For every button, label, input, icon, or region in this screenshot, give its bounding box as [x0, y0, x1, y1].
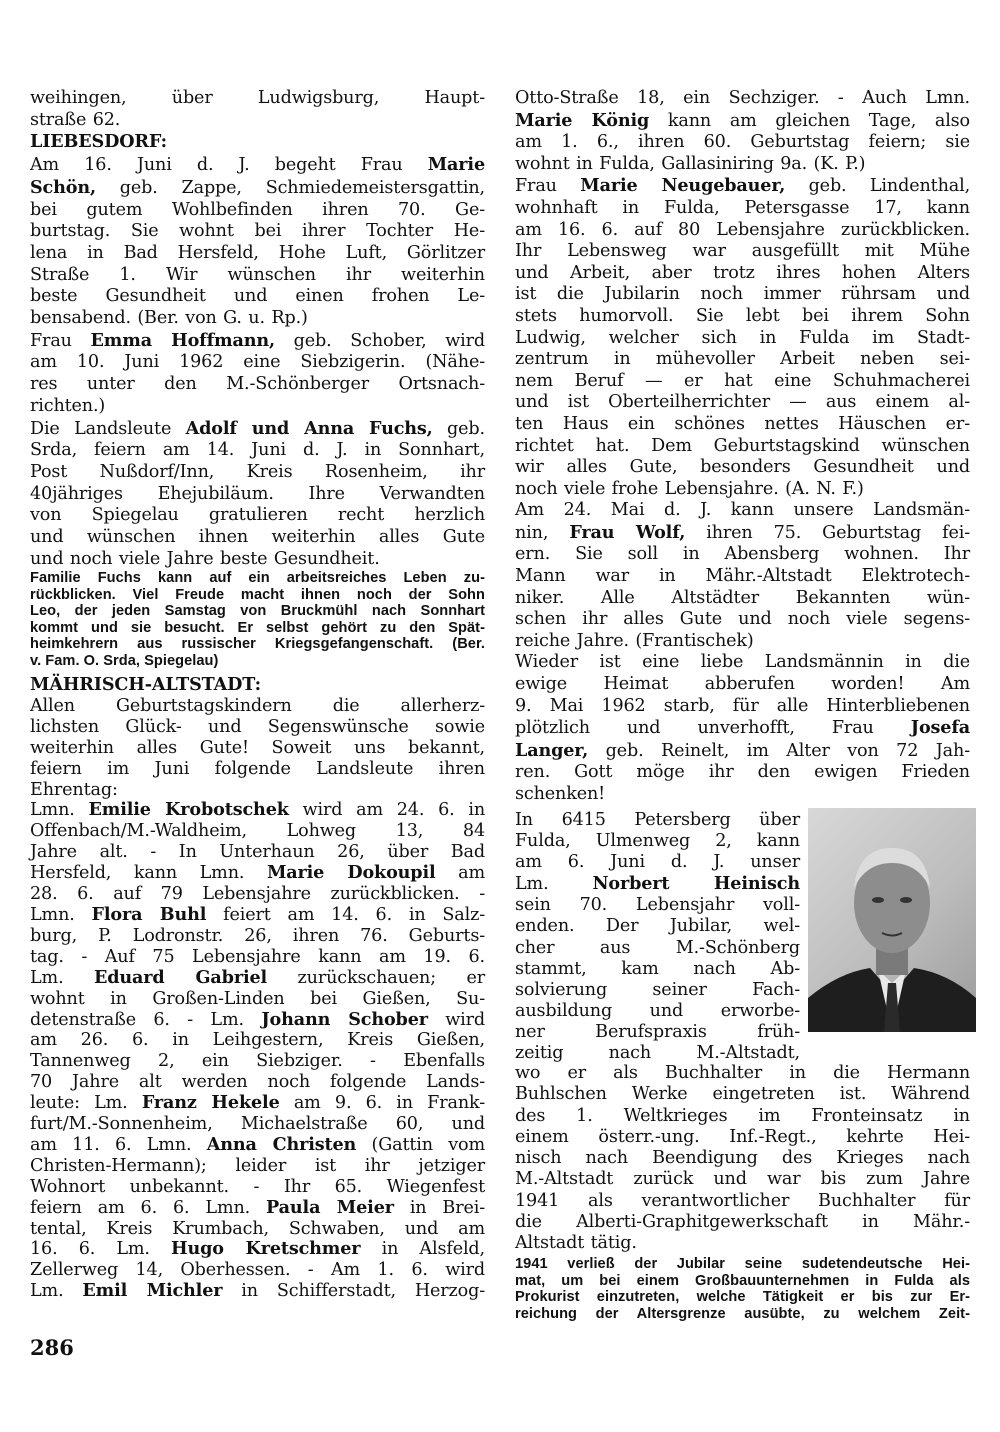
paragraph	[30, 696, 485, 801]
text-line: solvierung seiner Fach-	[515, 979, 800, 1000]
text-segment: detenstraße 6. - Lm.	[30, 1009, 262, 1030]
text-line: zeitig nach M.-Altstadt,	[515, 1043, 800, 1064]
text-line: nisch nach Beendigung des Krieges nach	[515, 1148, 970, 1169]
text-line: Jahre alt. - In Unterhaun 26, über Bad	[30, 842, 485, 863]
text-line: feiern im Juni folgende Landsleute ihren	[30, 758, 485, 779]
text-line: richten.)	[30, 395, 106, 416]
text-line: tag. - Auf 75 Lebensjahre kann am 19. 6.	[30, 946, 485, 967]
text-line	[30, 154, 485, 177]
text-line	[30, 1198, 485, 1219]
text-segment: leute: Lm.	[30, 1093, 142, 1114]
text-line	[30, 330, 485, 353]
text-segment: geb. Zappe, Schmiedemeistersgattin,	[95, 177, 485, 198]
text-segment: feiert am 14. 6. in Salz-	[206, 904, 485, 925]
text-line: 28. 6. auf 79 Lebensjahre zurückblicken. -	[30, 884, 485, 905]
page-number: 286	[30, 1335, 74, 1360]
bold-name: Norbert Heinisch	[592, 873, 801, 895]
paragraph	[30, 154, 485, 330]
text-line: ist die Jubilarin noch immer rührsam und	[515, 284, 970, 305]
text-line: noch viele frohe Lebensjahre. (A. N. F.)	[515, 478, 864, 499]
text-segment: feiern am 6. 6. Lmn.	[30, 1197, 267, 1218]
text-segment: wird	[427, 1009, 486, 1030]
text-line: Prokurist einzutreten, welche Tätigkeit er bis zur Er-	[515, 1289, 970, 1306]
bold-name: Frau Wolf,	[569, 521, 686, 543]
text-segment: zurückschauen; er	[267, 967, 486, 988]
text-line: richtet hat. Dem Geburtstagskind wünschen	[515, 435, 970, 456]
text-segment: am 11. 6. Lmn.	[30, 1134, 207, 1155]
text-line: 70 Jahre alt werden noch folgende Lands-	[30, 1072, 485, 1093]
bold-name: Josefa	[910, 717, 970, 739]
text-segment: in Brei-	[393, 1197, 485, 1218]
right-column-small-print	[515, 1256, 970, 1322]
text-segment: 16. 6. Lm.	[30, 1239, 172, 1260]
bold-name: Schön,	[30, 176, 96, 198]
left-column-small-print	[30, 570, 485, 670]
text-line: Straße 1. Wir wünschen ihr weiterhin	[30, 264, 485, 285]
text-line: furt/M.-Sonnenheim, Michaelstraße 60, und	[30, 1114, 485, 1135]
text-line	[30, 1010, 485, 1031]
text-segment: geb. Reinelt, im Alter von 72 Jah-	[588, 740, 970, 761]
text-line: reiche Jahre. (Frantischek)	[515, 630, 754, 651]
bold-name: Paula Meier	[266, 1196, 394, 1218]
text-line: und Arbeit, aber trotz ihres hohen Alters	[515, 262, 970, 283]
text-line: ten Haus ein schönes nettes Häuschen er-	[515, 413, 970, 434]
bold-name: Marie König	[515, 109, 650, 131]
text-line	[30, 863, 485, 884]
text-segment: kann am gleichen Tage, also	[649, 110, 970, 131]
text-segment: Frau	[30, 330, 91, 351]
paragraph	[515, 500, 970, 652]
text-line: v. Fam. O. Srda, Spiegelau)	[30, 652, 219, 669]
text-line: In 6415 Petersberg über	[515, 810, 800, 830]
text-line: 1941 verließ der Jubilar seine sudetendeutsche Hei-	[515, 1256, 970, 1272]
text-segment: nin,	[515, 522, 570, 543]
bold-name: Marie Neugebauer,	[580, 175, 786, 197]
text-line: Familie Fuchs kann auf ein arbeitsreiches Leben zu-	[30, 570, 485, 586]
text-segment: plötzlich und unverhofft, Frau	[515, 718, 911, 739]
bold-name: LIEBESDORF:	[30, 131, 167, 153]
paragraph	[30, 330, 485, 418]
text-line: 40jähriges Ehejubiläum. Ihre Verwandten	[30, 483, 485, 504]
text-line: straße 62.	[30, 109, 121, 130]
text-line	[515, 717, 970, 740]
bold-name: Franz Hekele	[141, 1092, 280, 1114]
text-line: am 10. Juni 1962 eine Siebzigerin. (Nähe-	[30, 352, 485, 373]
text-segment: am	[435, 863, 485, 884]
text-line: reichung der Altersgrenze ausübte, zu welchem Zeit-	[515, 1305, 970, 1322]
text-line: wohnhaft in Fulda, Petersgasse 17, kann	[515, 197, 970, 218]
paragraph	[30, 570, 485, 670]
text-line: burtstag. Sie wohnt bei ihrer Tochter He-	[30, 221, 485, 242]
text-segment: Lmn.	[30, 800, 89, 821]
text-line: Am 24. Mai d. J. kann unsere Landsmän-	[515, 500, 970, 521]
text-line: enden. Der Jubilar, wel-	[515, 916, 800, 937]
bold-name: Anna Christen	[206, 1133, 357, 1155]
text-segment: wird am 24. 6. in	[288, 800, 485, 821]
paragraph	[515, 810, 800, 1064]
left-column-top	[30, 88, 485, 570]
bold-name: Eduard Gabriel	[93, 966, 268, 988]
bold-name: Hugo Kretschmer	[171, 1238, 361, 1260]
text-line	[515, 740, 970, 763]
bold-name: Emil Michler	[82, 1280, 223, 1302]
bold-name: Emilie Krobotschek	[88, 799, 289, 821]
text-line	[515, 110, 970, 133]
text-segment: Lm.	[30, 967, 94, 988]
text-line: weiterhin alles Gute! Soweit uns bekannt,	[30, 737, 485, 758]
right-column-top	[515, 88, 970, 806]
text-line: Fulda, Ulmenweg 2, kann	[515, 831, 800, 852]
text-line: Allen Geburtstagskindern die allerherz-	[30, 695, 485, 716]
text-line	[30, 1135, 485, 1156]
text-segment: Lmn.	[30, 904, 92, 925]
text-line: am 26. 6. in Leihgestern, Kreis Gießen,	[30, 1030, 485, 1051]
text-line: mat, um bei einem Großbauunternehmen in Fulda als	[515, 1272, 970, 1289]
text-segment: geb. Schober, wird	[275, 330, 486, 351]
portrait-photo	[808, 808, 976, 1032]
text-line: Mann war in Mähr.-Altstadt Elektrotech-	[515, 566, 970, 587]
text-line	[30, 800, 485, 821]
bold-name: Langer,	[515, 739, 589, 761]
text-line: des 1. Weltkrieges im Fronteinsatz in	[515, 1105, 970, 1126]
paragraph	[30, 800, 485, 1302]
text-line: einem österr.-ung. Inf.-Regt., kehrte Hei-	[515, 1126, 970, 1147]
paragraph	[30, 88, 485, 131]
text-line	[30, 968, 485, 989]
text-line: Wieder ist eine liebe Landsmännin in die	[515, 652, 970, 673]
text-line: und ist Oberteilherrichter — aus einem al-	[515, 392, 970, 413]
text-line: am 1. 6., ihren 60. Geburtstag feiern; sie	[515, 132, 970, 153]
text-line: M.-Altstadt zurück und war bis zum Jahre	[515, 1169, 970, 1190]
text-line: wo er als Buchhalter in die Hermann	[515, 1063, 970, 1083]
text-segment: Die Landsleute	[30, 418, 186, 439]
text-segment: geb. Lindenthal,	[785, 176, 971, 197]
text-line	[30, 418, 485, 441]
text-line: zentrum in mühevoller Arbeit neben sei-	[515, 349, 970, 370]
text-line	[30, 1281, 485, 1302]
text-line: Ehrentag:	[30, 779, 118, 800]
text-line: stets humorvoll. Sie lebt bei ihrem Sohn	[515, 305, 970, 326]
text-segment: in Schifferstadt, Herzog-	[222, 1281, 486, 1302]
text-segment: in Alsfeld,	[360, 1239, 485, 1260]
text-line	[515, 175, 970, 198]
text-line: burg, P. Lodronstr. 26, ihren 76. Geburts-	[30, 925, 485, 946]
text-line: ner Berufspraxis früh-	[515, 1021, 800, 1042]
text-line: wohnt in Großen-Linden bei Gießen, Su-	[30, 988, 485, 1009]
text-line	[30, 1239, 485, 1260]
text-segment: Lm.	[30, 1281, 83, 1302]
text-line: Tannenweg 2, ein Siebziger. - Ebenfalls	[30, 1051, 485, 1072]
bold-name: Marie Dokoupil	[266, 862, 436, 884]
text-line	[30, 905, 485, 926]
text-line: die Alberti-Graphitgewerkschaft in Mähr.-	[515, 1212, 970, 1233]
text-line: ausbildung und erworbe-	[515, 1000, 800, 1021]
text-line: 9. Mai 1962 starb, für alle Hinterbliebenen	[515, 695, 970, 716]
text-line: Leo, der jeden Samstag von Bruckmühl nach Sonnhart	[30, 603, 485, 620]
paragraph	[515, 88, 970, 175]
text-segment: geb.	[432, 418, 485, 439]
text-line: Christen-Hermann); leider ist ihr jetziger	[30, 1155, 485, 1176]
text-line: nem Beruf — er hat eine Schuhmacherei	[515, 370, 970, 391]
text-line	[30, 131, 485, 154]
text-segment: (Gattin vom	[356, 1134, 486, 1155]
text-line	[515, 873, 800, 895]
text-line: Buhlschen Werke eingetreten ist. Während	[515, 1084, 970, 1105]
bold-name: Flora Buhl	[91, 903, 207, 925]
text-segment: am 9. 6. in Frank-	[279, 1093, 485, 1114]
text-line: Ihr Lebensweg war ausgefüllt mit Mühe	[515, 241, 970, 262]
text-line: Zellerweg 14, Oberhessen. - Am 1. 6. wird	[30, 1260, 485, 1281]
text-line: ern. Sie soll in Abensberg wohnen. Ihr	[515, 544, 970, 565]
text-line: ewige Heimat abberufen worden! Am	[515, 674, 970, 695]
text-line: tental, Kreis Krumbach, Schwaben, und am	[30, 1218, 485, 1239]
text-line: bei gutem Wohlbefinden ihren 70. Ge-	[30, 199, 485, 220]
bold-name: Emma Hoffmann,	[90, 329, 275, 351]
paragraph	[515, 175, 970, 500]
text-line: niker. Alle Altstädter Bekannten wün-	[515, 587, 970, 608]
text-line: Altstadt tätig.	[515, 1233, 637, 1254]
text-segment: Frau	[515, 176, 581, 197]
portrait-silhouette-icon	[808, 808, 976, 1032]
bold-name: MÄHRISCH-ALTSTADT:	[30, 674, 261, 695]
text-line: schenken!	[515, 784, 606, 804]
text-segment: Lm.	[515, 874, 593, 895]
text-line: ren. Gott möge ihr den ewigen Frieden	[515, 762, 970, 783]
text-line: am 16. 6. auf 80 Lebensjahre zurückblicken.	[515, 219, 970, 240]
text-line: kommt und sie besucht. Er selbst gehört zu den Spät-	[30, 619, 485, 636]
text-line: heimkehrern aus russischer Kriegsgefangenschaft. (Ber.	[30, 636, 485, 653]
bold-name: Johann Schober	[261, 1008, 428, 1030]
text-line: wir alles Gute, besonders Gesundheit und	[515, 457, 970, 478]
right-column-beside-photo	[515, 810, 800, 1064]
right-column-after-photo	[515, 1063, 970, 1255]
bold-name: Adolf und Anna Fuchs,	[185, 417, 433, 439]
text-segment: Am 16. Juni d. J. begeht Frau	[30, 155, 428, 176]
text-line: res unter den M.-Schönberger Ortsnach-	[30, 374, 485, 395]
text-line: lena in Bad Hersfeld, Hohe Luft, Görlitzer	[30, 242, 485, 263]
bold-name: Marie	[427, 154, 485, 176]
text-line	[30, 177, 485, 200]
text-line: schen ihr alles Gute und noch viele segens-	[515, 609, 970, 630]
text-line	[515, 522, 970, 545]
paragraph	[30, 675, 485, 696]
left-column-bottom	[30, 675, 485, 1302]
text-segment: Hersfeld, kann Lmn.	[30, 863, 267, 884]
text-line: bensabend. (Ber. von G. u. Rp.)	[30, 308, 308, 329]
text-line: Post Nußdorf/Inn, Kreis Rosenheim, ihr	[30, 461, 485, 482]
paragraph	[515, 1063, 970, 1255]
text-line: Offenbach/M.-Waldheim, Lohweg 13, 84	[30, 821, 485, 842]
text-line: sein 70. Lebensjahr voll-	[515, 895, 800, 916]
text-line: beste Gesundheit und einen frohen Le-	[30, 286, 485, 307]
text-line: Wohnort unbekannt. - Ihr 65. Wiegenfest	[30, 1176, 485, 1197]
text-line: lichsten Glück- und Segenswünsche sowie	[30, 716, 485, 737]
paragraph	[515, 652, 970, 805]
text-line: cher aus M.-Schönberg	[515, 937, 800, 958]
text-line: Ludwig, welcher sich in Fulda im Stadt-	[515, 327, 970, 348]
text-line: und noch viele Jahre beste Gesundheit.	[30, 548, 380, 569]
text-line: wohnt in Fulda, Gallasiniring 9a. (K. P.)	[515, 153, 866, 174]
text-line: am 6. Juni d. J. unser	[515, 852, 800, 873]
text-line: Otto-Straße 18, ein Sechziger. - Auch Lmn.	[515, 88, 970, 108]
paragraph	[30, 418, 485, 571]
paragraph	[30, 131, 485, 154]
text-line: von Spiegelau gratulieren recht herzlich	[30, 505, 485, 526]
text-line: rückblicken. Viel Freude macht ihnen noch der Sohn	[30, 586, 485, 603]
text-line: weihingen, über Ludwigsburg, Haupt-	[30, 88, 485, 108]
text-line: und wünschen ihnen weiterhin alles Gute	[30, 527, 485, 548]
text-segment: ihren 75. Geburtstag fei-	[685, 522, 970, 543]
text-line	[30, 675, 485, 696]
text-line: 1941 als verantwortlicher Buchhalter für	[515, 1190, 970, 1211]
text-line	[30, 1093, 485, 1114]
text-line: Srda, feiern am 14. Juni d. J. in Sonnhart,	[30, 440, 485, 461]
text-line: stammt, kam nach Ab-	[515, 958, 800, 979]
paragraph	[515, 1256, 970, 1322]
